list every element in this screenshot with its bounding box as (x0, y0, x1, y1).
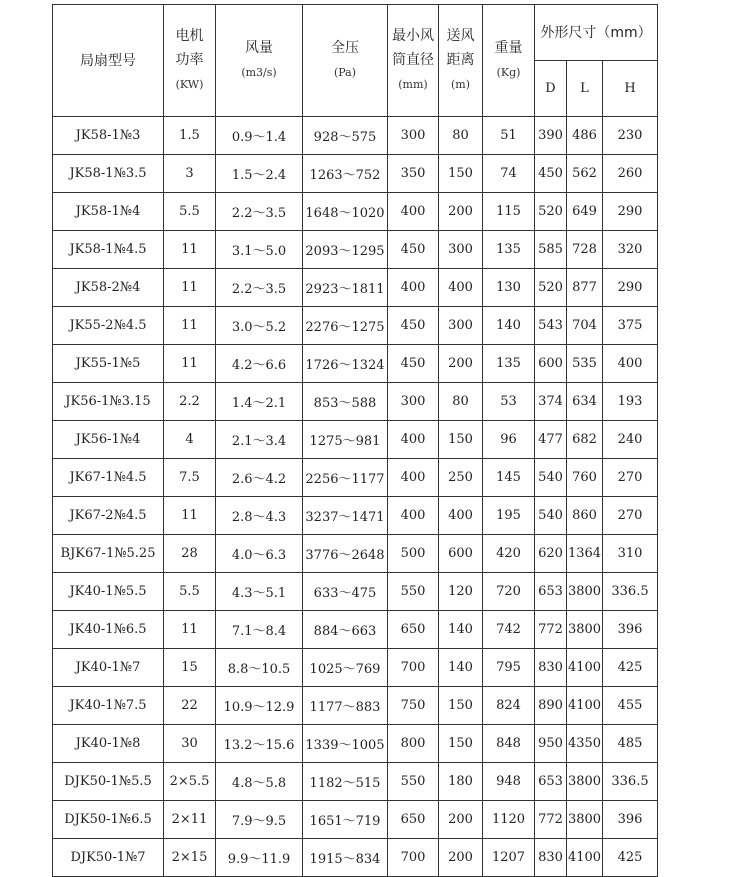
cell-distance: 180 (439, 763, 483, 801)
cell-dim-h: 290 (603, 269, 658, 307)
cell-airflow: 7.1～8.4 (216, 611, 303, 649)
header-dim-d: D (535, 61, 567, 117)
cell-dim-d: 520 (535, 269, 567, 307)
cell-distance: 300 (439, 231, 483, 269)
table-row (53, 839, 658, 877)
cell-dim-l: 4350 (567, 725, 603, 763)
table-row (53, 421, 658, 459)
table-row (53, 801, 658, 839)
cell-dim-h: 375 (603, 307, 658, 345)
cell-power: 11 (164, 269, 216, 307)
cell-dim-d: 374 (535, 383, 567, 421)
cell-power: 5.5 (164, 193, 216, 231)
cell-weight: 742 (483, 611, 535, 649)
cell-dim-l: 704 (567, 307, 603, 345)
header-power: 电机 功率 (KW) (164, 5, 216, 117)
table-row (53, 497, 658, 535)
cell-dim-h: 193 (603, 383, 658, 421)
cell-airflow: 8.8～10.5 (216, 649, 303, 687)
cell-pressure: 633～475 (303, 573, 388, 611)
cell-duct-diameter: 800 (388, 725, 439, 763)
cell-duct-diameter: 550 (388, 573, 439, 611)
cell-dim-d: 653 (535, 573, 567, 611)
cell-dim-h: 290 (603, 193, 658, 231)
cell-model: DJK50-1№6.5 (53, 801, 164, 839)
cell-power: 30 (164, 725, 216, 763)
cell-weight: 1207 (483, 839, 535, 877)
cell-dim-l: 535 (567, 345, 603, 383)
cell-dim-h: 310 (603, 535, 658, 573)
cell-model: JK40-1№7 (53, 649, 164, 687)
cell-airflow: 2.2～3.5 (216, 193, 303, 231)
cell-dim-l: 3800 (567, 573, 603, 611)
cell-distance: 250 (439, 459, 483, 497)
cell-model: JK55-2№4.5 (53, 307, 164, 345)
cell-duct-diameter: 700 (388, 649, 439, 687)
cell-pressure: 3776～2648 (303, 535, 388, 573)
cell-dim-h: 320 (603, 231, 658, 269)
cell-weight: 848 (483, 725, 535, 763)
cell-pressure: 1177～883 (303, 687, 388, 725)
cell-power: 3 (164, 155, 216, 193)
table-row (53, 725, 658, 763)
cell-duct-diameter: 350 (388, 155, 439, 193)
cell-dim-l: 3800 (567, 801, 603, 839)
cell-model: JK56-1№4 (53, 421, 164, 459)
cell-model: JK58-1№4 (53, 193, 164, 231)
cell-airflow: 4.0～6.3 (216, 535, 303, 573)
cell-power: 28 (164, 535, 216, 573)
cell-pressure: 1263～752 (303, 155, 388, 193)
cell-weight: 1120 (483, 801, 535, 839)
cell-dim-h: 396 (603, 611, 658, 649)
cell-weight: 51 (483, 117, 535, 155)
cell-airflow: 2.2～3.5 (216, 269, 303, 307)
cell-pressure: 1915～834 (303, 839, 388, 877)
cell-distance: 200 (439, 345, 483, 383)
cell-dim-l: 3800 (567, 611, 603, 649)
cell-weight: 720 (483, 573, 535, 611)
cell-dim-d: 653 (535, 763, 567, 801)
cell-duct-diameter: 400 (388, 269, 439, 307)
cell-pressure: 1726～1324 (303, 345, 388, 383)
cell-pressure: 2276～1275 (303, 307, 388, 345)
table-row (53, 155, 658, 193)
cell-dim-d: 540 (535, 459, 567, 497)
cell-dim-d: 543 (535, 307, 567, 345)
cell-power: 11 (164, 345, 216, 383)
header-distance: 送风 距离 (m) (439, 5, 483, 117)
table-row (53, 687, 658, 725)
cell-distance: 140 (439, 649, 483, 687)
cell-model: JK56-1№3.15 (53, 383, 164, 421)
cell-airflow: 0.9～1.4 (216, 117, 303, 155)
cell-pressure: 1648～1020 (303, 193, 388, 231)
cell-pressure: 1275～981 (303, 421, 388, 459)
header-model: 局扇型号 (53, 5, 164, 117)
cell-pressure: 3237～1471 (303, 497, 388, 535)
cell-power: 1.5 (164, 117, 216, 155)
cell-weight: 53 (483, 383, 535, 421)
cell-distance: 300 (439, 307, 483, 345)
cell-dim-l: 486 (567, 117, 603, 155)
table-row (53, 345, 658, 383)
cell-dim-h: 396 (603, 801, 658, 839)
cell-dim-d: 390 (535, 117, 567, 155)
table-row (53, 193, 658, 231)
cell-power: 15 (164, 649, 216, 687)
cell-duct-diameter: 550 (388, 763, 439, 801)
cell-weight: 74 (483, 155, 535, 193)
cell-distance: 150 (439, 421, 483, 459)
cell-power: 2×15 (164, 839, 216, 877)
cell-weight: 115 (483, 193, 535, 231)
cell-pressure: 1339～1005 (303, 725, 388, 763)
cell-dim-l: 1364 (567, 535, 603, 573)
cell-dim-d: 890 (535, 687, 567, 725)
cell-duct-diameter: 450 (388, 231, 439, 269)
cell-power: 22 (164, 687, 216, 725)
cell-airflow: 4.3～5.1 (216, 573, 303, 611)
cell-duct-diameter: 500 (388, 535, 439, 573)
cell-dim-h: 425 (603, 649, 658, 687)
cell-dim-h: 485 (603, 725, 658, 763)
cell-dim-h: 425 (603, 839, 658, 877)
cell-model: JK55-1№5 (53, 345, 164, 383)
header-dim-h: H (603, 61, 658, 117)
cell-power: 11 (164, 307, 216, 345)
cell-duct-diameter: 650 (388, 801, 439, 839)
cell-duct-diameter: 750 (388, 687, 439, 725)
cell-dim-h: 270 (603, 459, 658, 497)
table-row (53, 535, 658, 573)
cell-dim-h: 400 (603, 345, 658, 383)
cell-dim-l: 649 (567, 193, 603, 231)
cell-airflow: 7.9～9.5 (216, 801, 303, 839)
cell-model: DJK50-1№7 (53, 839, 164, 877)
cell-dim-d: 520 (535, 193, 567, 231)
cell-distance: 150 (439, 155, 483, 193)
cell-dim-d: 830 (535, 649, 567, 687)
cell-distance: 600 (439, 535, 483, 573)
header-weight: 重量 (Kg) (483, 5, 535, 117)
cell-weight: 948 (483, 763, 535, 801)
cell-distance: 120 (439, 573, 483, 611)
header-dimensions: 外形尺寸（mm） (535, 5, 658, 61)
cell-weight: 135 (483, 231, 535, 269)
cell-dim-d: 772 (535, 611, 567, 649)
cell-dim-d: 830 (535, 839, 567, 877)
cell-dim-l: 682 (567, 421, 603, 459)
table-row (53, 763, 658, 801)
cell-dim-d: 450 (535, 155, 567, 193)
cell-dim-h: 455 (603, 687, 658, 725)
cell-weight: 795 (483, 649, 535, 687)
header-pressure: 全压 (Pa) (303, 5, 388, 117)
cell-pressure: 928～575 (303, 117, 388, 155)
cell-dim-h: 270 (603, 497, 658, 535)
cell-duct-diameter: 450 (388, 307, 439, 345)
cell-duct-diameter: 400 (388, 459, 439, 497)
cell-power: 2×11 (164, 801, 216, 839)
cell-weight: 420 (483, 535, 535, 573)
cell-airflow: 13.2～15.6 (216, 725, 303, 763)
cell-duct-diameter: 650 (388, 611, 439, 649)
cell-airflow: 2.6～4.2 (216, 459, 303, 497)
cell-model: JK58-1№3.5 (53, 155, 164, 193)
cell-dim-l: 562 (567, 155, 603, 193)
table-row (53, 117, 658, 155)
cell-dim-d: 540 (535, 497, 567, 535)
cell-dim-l: 634 (567, 383, 603, 421)
cell-airflow: 2.8～4.3 (216, 497, 303, 535)
cell-pressure: 1182～515 (303, 763, 388, 801)
cell-model: JK67-1№4.5 (53, 459, 164, 497)
header-dim-l: L (567, 61, 603, 117)
cell-airflow: 9.9～11.9 (216, 839, 303, 877)
cell-dim-l: 4100 (567, 687, 603, 725)
cell-model: JK40-1№7.5 (53, 687, 164, 725)
table-row (53, 383, 658, 421)
cell-pressure: 2923～1811 (303, 269, 388, 307)
cell-duct-diameter: 300 (388, 117, 439, 155)
cell-airflow: 4.8～5.8 (216, 763, 303, 801)
cell-weight: 140 (483, 307, 535, 345)
cell-dim-h: 336.5 (603, 573, 658, 611)
cell-dim-h: 230 (603, 117, 658, 155)
cell-weight: 145 (483, 459, 535, 497)
cell-model: DJK50-1№5.5 (53, 763, 164, 801)
cell-airflow: 1.4～2.1 (216, 383, 303, 421)
cell-power: 4 (164, 421, 216, 459)
cell-dim-d: 477 (535, 421, 567, 459)
cell-dim-l: 760 (567, 459, 603, 497)
cell-dim-l: 4100 (567, 839, 603, 877)
cell-model: JK58-2№4 (53, 269, 164, 307)
fan-spec-table (52, 4, 658, 877)
cell-model: JK40-1№6.5 (53, 611, 164, 649)
cell-duct-diameter: 400 (388, 421, 439, 459)
cell-model: JK40-1№8 (53, 725, 164, 763)
cell-power: 11 (164, 497, 216, 535)
cell-distance: 150 (439, 725, 483, 763)
table-row (53, 307, 658, 345)
cell-distance: 200 (439, 193, 483, 231)
table-row (53, 231, 658, 269)
cell-distance: 150 (439, 687, 483, 725)
cell-duct-diameter: 400 (388, 497, 439, 535)
cell-dim-l: 728 (567, 231, 603, 269)
cell-model: JK40-1№5.5 (53, 573, 164, 611)
header-airflow: 风量 (m3/s) (216, 5, 303, 117)
cell-dim-d: 585 (535, 231, 567, 269)
cell-dim-l: 4100 (567, 649, 603, 687)
cell-airflow: 3.0～5.2 (216, 307, 303, 345)
table-row (53, 611, 658, 649)
cell-pressure: 1651～719 (303, 801, 388, 839)
cell-airflow: 3.1～5.0 (216, 231, 303, 269)
table-row (53, 459, 658, 497)
cell-weight: 135 (483, 345, 535, 383)
cell-duct-diameter: 700 (388, 839, 439, 877)
cell-distance: 140 (439, 611, 483, 649)
cell-airflow: 4.2～6.6 (216, 345, 303, 383)
cell-dim-l: 860 (567, 497, 603, 535)
cell-power: 2×5.5 (164, 763, 216, 801)
table-row (53, 269, 658, 307)
cell-airflow: 10.9～12.9 (216, 687, 303, 725)
cell-model: JK58-1№4.5 (53, 231, 164, 269)
cell-power: 2.2 (164, 383, 216, 421)
cell-power: 11 (164, 231, 216, 269)
cell-dim-h: 336.5 (603, 763, 658, 801)
cell-weight: 130 (483, 269, 535, 307)
cell-dim-h: 240 (603, 421, 658, 459)
cell-model: JK67-2№4.5 (53, 497, 164, 535)
table-row (53, 573, 658, 611)
cell-duct-diameter: 400 (388, 193, 439, 231)
spec-table-body (53, 117, 658, 877)
cell-weight: 195 (483, 497, 535, 535)
cell-pressure: 1025～769 (303, 649, 388, 687)
cell-duct-diameter: 300 (388, 383, 439, 421)
cell-dim-d: 950 (535, 725, 567, 763)
header-duct-diameter: 最小风 筒直径 (mm) (388, 5, 439, 117)
cell-dim-h: 260 (603, 155, 658, 193)
cell-airflow: 2.1～3.4 (216, 421, 303, 459)
cell-distance: 200 (439, 839, 483, 877)
table-row (53, 649, 658, 687)
cell-pressure: 853～588 (303, 383, 388, 421)
cell-dim-l: 877 (567, 269, 603, 307)
cell-distance: 400 (439, 497, 483, 535)
cell-model: JK58-1№3 (53, 117, 164, 155)
cell-weight: 824 (483, 687, 535, 725)
cell-dim-d: 772 (535, 801, 567, 839)
cell-power: 7.5 (164, 459, 216, 497)
cell-distance: 80 (439, 117, 483, 155)
cell-distance: 400 (439, 269, 483, 307)
cell-dim-d: 620 (535, 535, 567, 573)
cell-pressure: 884～663 (303, 611, 388, 649)
cell-dim-l: 3800 (567, 763, 603, 801)
cell-pressure: 2093～1295 (303, 231, 388, 269)
cell-distance: 200 (439, 801, 483, 839)
cell-model: BJK67-1№5.25 (53, 535, 164, 573)
cell-weight: 96 (483, 421, 535, 459)
cell-power: 5.5 (164, 573, 216, 611)
cell-distance: 80 (439, 383, 483, 421)
cell-duct-diameter: 450 (388, 345, 439, 383)
cell-dim-d: 600 (535, 345, 567, 383)
cell-airflow: 1.5～2.4 (216, 155, 303, 193)
cell-power: 11 (164, 611, 216, 649)
cell-pressure: 2256～1177 (303, 459, 388, 497)
